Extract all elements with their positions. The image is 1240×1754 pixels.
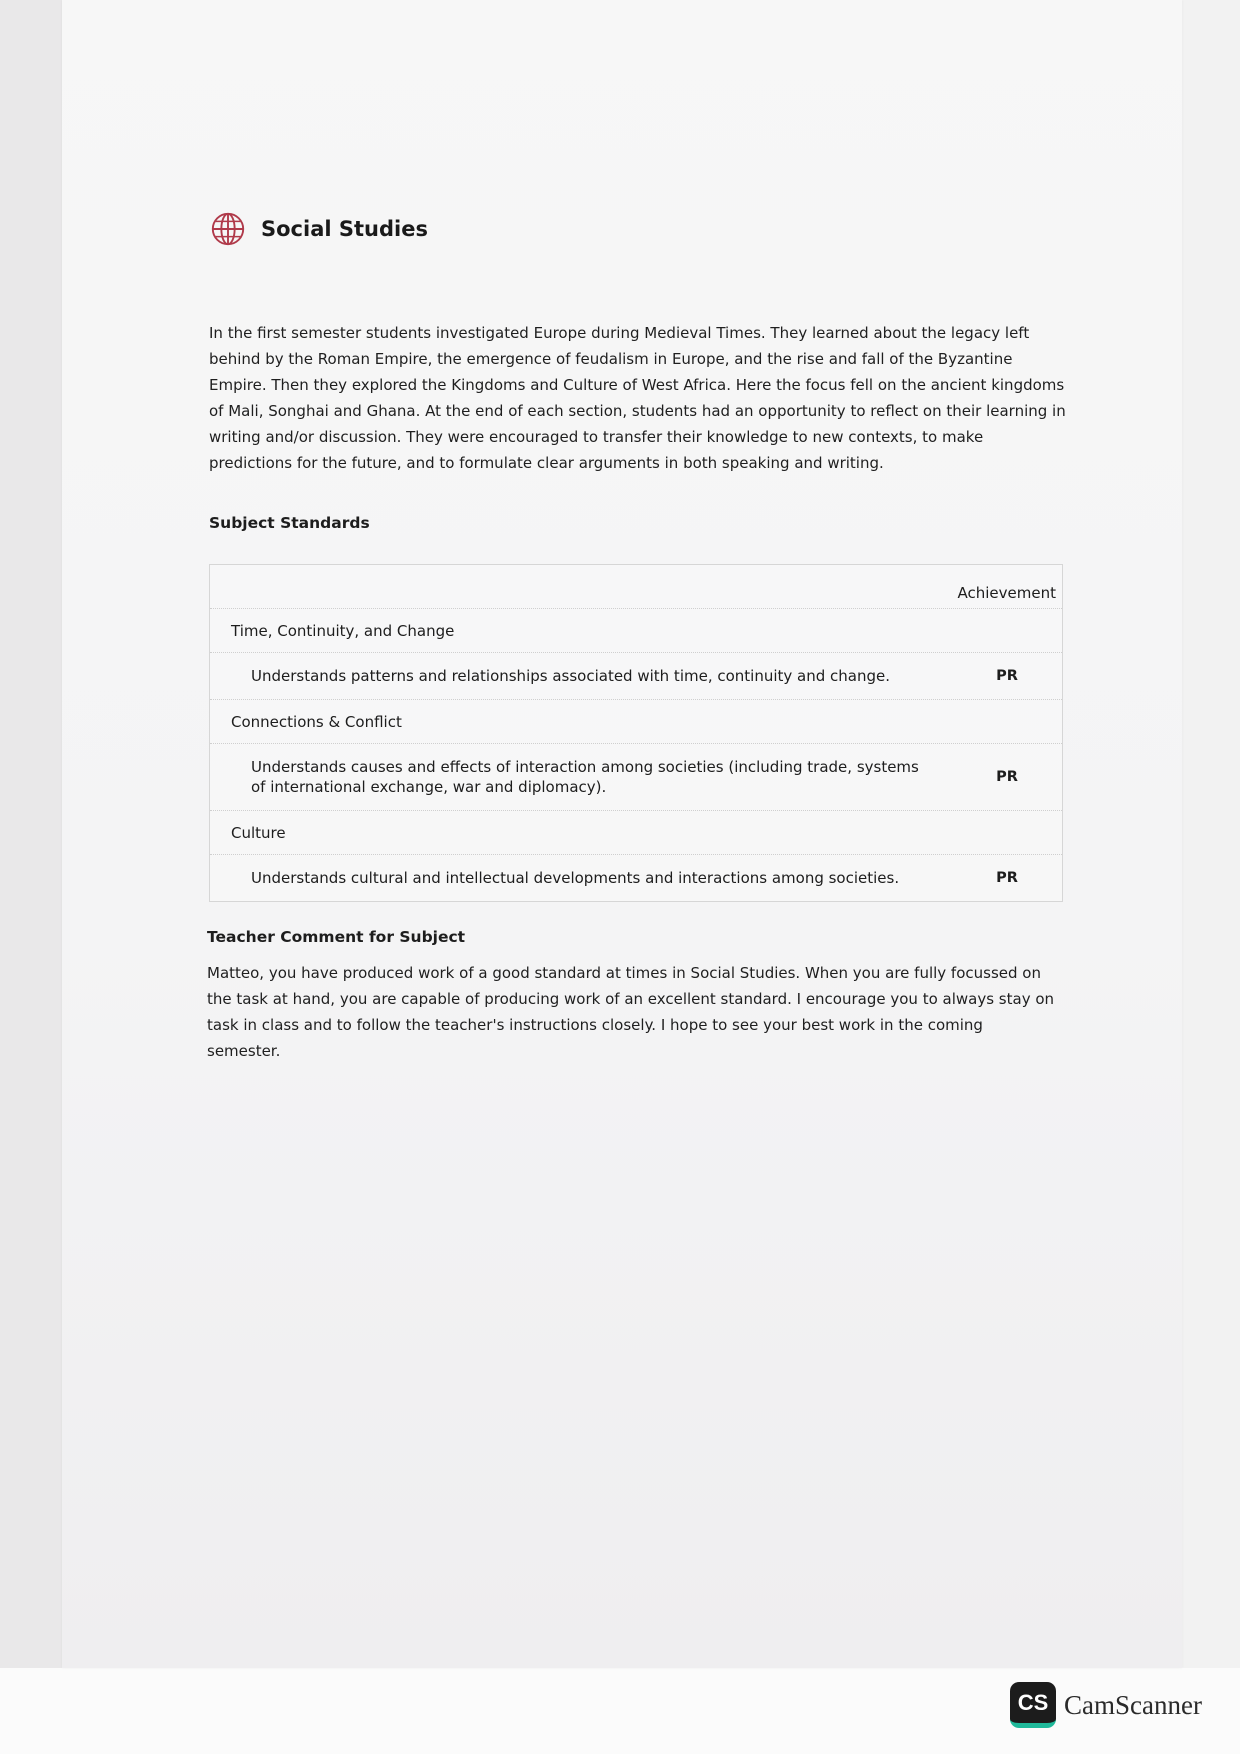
standard-description: Understands causes and effects of interaction among societies (including trade, systems of international exchange, war and diplomacy).: [251, 758, 919, 796]
category-row: [210, 609, 1062, 653]
standard-row: [210, 855, 1062, 901]
standard-row: [210, 653, 1062, 700]
standard-description: Understands cultural and intellectual developments and interactions among societies.: [251, 869, 900, 887]
camscanner-watermark: [1010, 1682, 1202, 1728]
category-label: Connections & Conflict: [231, 712, 402, 731]
comment-title: Teacher Comment for Subject: [207, 928, 466, 946]
table-header-row: [210, 565, 1062, 609]
standard-row: [210, 744, 1062, 811]
achievement-column-header: Achievement: [957, 584, 1056, 602]
camscanner-logo: CS: [1010, 1682, 1056, 1728]
achievement-value: PR: [996, 870, 1018, 886]
subject-title: Social Studies: [261, 217, 428, 241]
achievement-value: PR: [996, 668, 1018, 684]
standards-title: Subject Standards: [209, 514, 370, 532]
camscanner-name: CamScanner: [1064, 1689, 1202, 1720]
standard-description: Understands patterns and relationships associated with time, continuity and change.: [251, 667, 891, 685]
subject-intro: In the first semester students investigated Europe during Medieval Times. They learned about the legacy left behind by the Roman Empire, the emergence of feudalism in Europe, and the rise and fall of the Byzantine Empire. Then they explored the Kingdoms and Culture of West Africa. Here the focus fell on the ancient kingdoms of Mali, Songhai and Ghana. At the end of each section, students had an opportunity to reflect on their learning in writing and/or discussion. They were encouraged to transfer their knowledge to new contexts, to make predictions for the future, and to formulate clear arguments in both speaking and writing.: [209, 324, 1066, 472]
teacher-comment: Matteo, you have produced work of a good standard at times in Social Studies. When you are fully focussed on the task at hand, you are capable of producing work of an excellent standard. I encourage you to always stay on task in class and to follow the teacher's instructions closely. I hope to see your best work in the coming semester.: [207, 964, 1055, 1060]
scan-background: [1182, 0, 1240, 1754]
achievement-value: PR: [996, 769, 1018, 785]
category-label: Culture: [231, 823, 286, 842]
category-row: [210, 700, 1062, 744]
globe-icon: [209, 210, 247, 248]
category-label: Time, Continuity, and Change: [231, 621, 455, 640]
subject-heading: [209, 210, 428, 248]
standards-table: [209, 564, 1063, 902]
category-row: [210, 811, 1062, 855]
